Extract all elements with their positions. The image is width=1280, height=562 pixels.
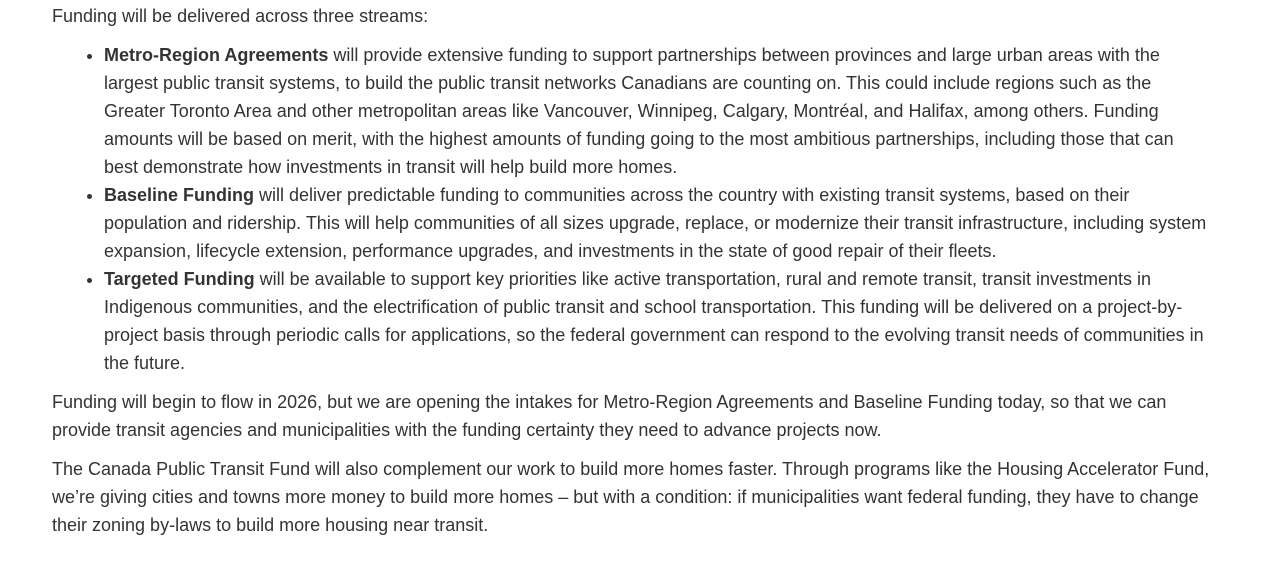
housing-paragraph: The Canada Public Transit Fund will also complement our work to build more homes faster. Through programs like the Housing Accelerator Fund, we’re giving cities and towns more money to build more homes – but with a condition: if municipalities want federal funding, they have to change their zoning by-laws to build more housing near transit. bbox=[52, 459, 1210, 535]
stream-term-metro-region-agreements: Metro-Region Agreements bbox=[104, 45, 329, 65]
stream-description-metro-region-agreements: will provide extensive funding to support partnerships between provinces and large urban areas with the largest public transit systems, to build the public transit networks Canadians are counting on. This could include regions such as the Greater Toronto Area and other metropolitan areas like Vancouver, Winnipeg, Calgary, Montréal, and Halifax, among others. Funding amounts will be based on merit, with the highest amounts of funding going to the most ambitious partnerships, including those that can best demonstrate how investments in transit will help build more homes. bbox=[104, 45, 1174, 177]
intro-paragraph: Funding will be delivered across three streams: bbox=[52, 6, 429, 26]
timing-paragraph: Funding will begin to flow in 2026, but we are opening the intakes for Metro-Region Agreements and Baseline Funding today, so that we can provide transit agencies and municipalities with the funding certainty they need to advance projects now. bbox=[52, 392, 1167, 440]
stream-term-targeted-funding: Targeted Funding bbox=[104, 269, 255, 289]
stream-item-targeted-funding bbox=[104, 265, 1212, 377]
funding-streams-list bbox=[52, 41, 1212, 377]
stream-item-baseline-funding bbox=[104, 181, 1212, 265]
stream-term-baseline-funding: Baseline Funding bbox=[104, 185, 255, 205]
stream-description-baseline-funding: will deliver predictable funding to communities across the country with existing transit systems, based on their population and ridership. This will help communities of all sizes upgrade, replace, or modernize their transit infrastructure, including system expansion, lifecycle extension, performance upgrades, and investments in the state of good repair of their fleets. bbox=[104, 185, 1207, 261]
stream-description-targeted-funding: will be available to support key priorities like active transportation, rural and remote transit, transit investments in Indigenous communities, and the electrification of public transit and school transportation. This funding will be delivered on a project-by-project basis through periodic calls for applications, so the federal government can respond to the evolving transit needs of communities in the future. bbox=[104, 269, 1204, 373]
stream-item-metro-region-agreements bbox=[104, 41, 1212, 181]
